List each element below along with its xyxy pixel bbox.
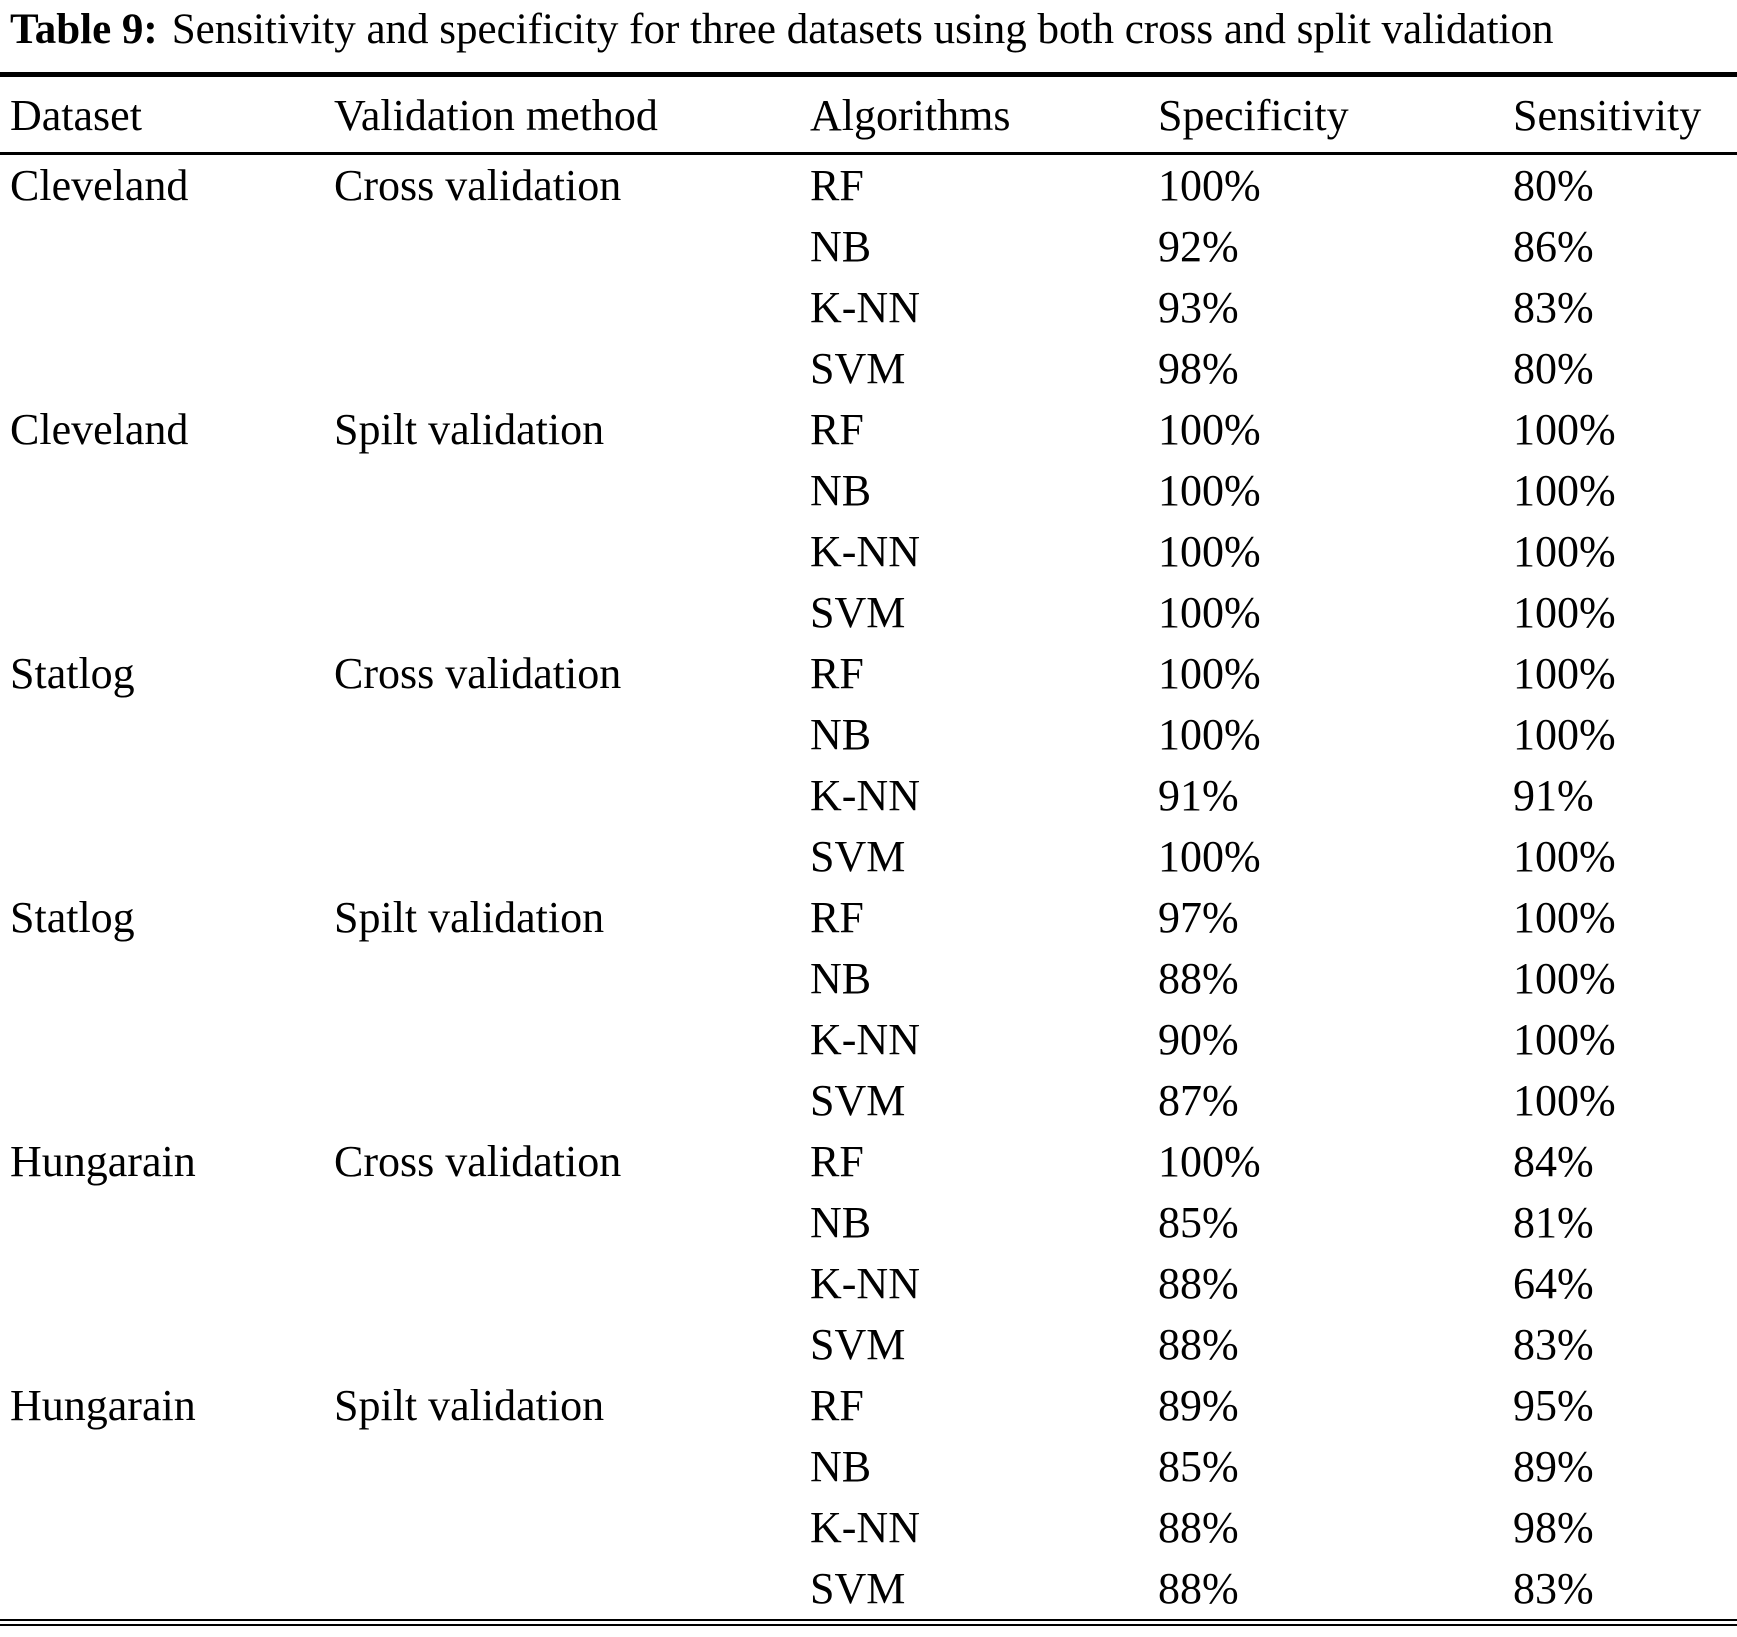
cell-validation: Spilt validation [334,1381,605,1430]
cell-algorithm: RF [810,1381,864,1430]
cell-dataset [0,582,324,643]
cell-algorithm: RF [810,161,864,210]
cell-specificity: 98% [1158,344,1239,393]
cell-algorithm: RF [810,893,864,942]
table-row [0,1375,1737,1436]
table-row [0,460,1737,521]
table-row [0,1314,1737,1375]
cell-validation [324,1070,800,1131]
table-row [0,582,1737,643]
table-row [0,399,1737,460]
cell-dataset [0,460,324,521]
cell-sensitivity: 80% [1513,161,1594,210]
cell-validation [324,521,800,582]
cell-validation [324,1253,800,1314]
cell-dataset [0,338,324,399]
cell-specificity: 88% [1158,1259,1239,1308]
cell-validation [324,1192,800,1253]
table-row [0,1253,1737,1314]
cell-dataset [0,521,324,582]
cell-specificity: 91% [1158,771,1239,820]
cell-validation [324,765,800,826]
cell-sensitivity: 81% [1513,1198,1594,1247]
cell-sensitivity: 83% [1513,1564,1594,1613]
table-row [0,1558,1737,1623]
cell-algorithm: RF [810,405,864,454]
cell-algorithm: NB [810,710,872,759]
table-row [0,887,1737,948]
cell-dataset [0,1314,324,1375]
cell-algorithm: NB [810,466,872,515]
cell-specificity: 100% [1158,588,1261,637]
cell-dataset [0,1070,324,1131]
cell-specificity: 88% [1158,954,1239,1003]
cell-algorithm: NB [810,954,872,1003]
cell-sensitivity: 100% [1513,405,1616,454]
table-row [0,338,1737,399]
cell-algorithm: SVM [810,344,906,393]
cell-sensitivity: 89% [1513,1442,1594,1491]
cell-validation: Spilt validation [334,893,605,942]
cell-validation [324,338,800,399]
cell-dataset: Statlog [10,893,135,942]
cell-algorithm: SVM [810,1564,906,1613]
cell-dataset: Hungarain [10,1137,196,1186]
column-header-sensitivity: Sensitivity [1503,75,1737,154]
cell-validation [324,1314,800,1375]
cell-sensitivity: 86% [1513,222,1594,271]
cell-dataset [0,277,324,338]
cell-dataset [0,948,324,1009]
cell-dataset: Cleveland [10,405,189,454]
cell-validation [324,826,800,887]
table-caption [0,0,1737,56]
cell-sensitivity: 98% [1513,1503,1594,1552]
cell-dataset [0,765,324,826]
cell-sensitivity: 100% [1513,466,1616,515]
cell-dataset [0,1253,324,1314]
cell-sensitivity: 84% [1513,1137,1594,1186]
cell-validation [324,1436,800,1497]
cell-validation: Cross validation [334,649,622,698]
table-caption-text: Sensitivity and specificity for three datasets using both cross and split validation [171,6,1554,53]
cell-validation [324,216,800,277]
column-header-validation-method: Validation method [324,75,800,154]
cell-dataset [0,1009,324,1070]
cell-sensitivity: 100% [1513,527,1616,576]
table-header-row [0,75,1737,154]
cell-dataset [0,1192,324,1253]
cell-sensitivity: 83% [1513,283,1594,332]
cell-specificity: 100% [1158,466,1261,515]
cell-algorithm: SVM [810,1320,906,1369]
cell-specificity: 100% [1158,1137,1261,1186]
cell-specificity: 87% [1158,1076,1239,1125]
cell-sensitivity: 100% [1513,954,1616,1003]
cell-sensitivity: 83% [1513,1320,1594,1369]
cell-specificity: 100% [1158,832,1261,881]
table-row [0,826,1737,887]
cell-validation [324,704,800,765]
cell-algorithm: RF [810,649,864,698]
table-row [0,1192,1737,1253]
cell-algorithm: K-NN [810,1503,920,1552]
cell-validation [324,1497,800,1558]
cell-sensitivity: 95% [1513,1381,1594,1430]
cell-validation [324,582,800,643]
cell-algorithm: SVM [810,588,906,637]
column-header-dataset: Dataset [0,75,324,154]
cell-sensitivity: 100% [1513,649,1616,698]
cell-validation [324,460,800,521]
cell-validation: Cross validation [334,161,622,210]
cell-algorithm: K-NN [810,1259,920,1308]
cell-specificity: 85% [1158,1442,1239,1491]
cell-algorithm: SVM [810,832,906,881]
cell-sensitivity: 64% [1513,1259,1594,1308]
table-caption-label: Table 9: [10,6,158,53]
cell-validation: Cross validation [334,1137,622,1186]
cell-specificity: 97% [1158,893,1239,942]
cell-sensitivity: 100% [1513,832,1616,881]
cell-algorithm: NB [810,1442,872,1491]
cell-sensitivity: 100% [1513,1076,1616,1125]
cell-validation [324,1009,800,1070]
table-row [0,1009,1737,1070]
table-row [0,948,1737,1009]
table-row [0,643,1737,704]
cell-specificity: 88% [1158,1503,1239,1552]
cell-specificity: 100% [1158,405,1261,454]
cell-validation [324,948,800,1009]
cell-dataset: Hungarain [10,1381,196,1430]
results-table [0,72,1737,1626]
cell-algorithm: NB [810,1198,872,1247]
cell-specificity: 100% [1158,527,1261,576]
cell-algorithm: K-NN [810,283,920,332]
table-row [0,1497,1737,1558]
cell-algorithm: RF [810,1137,864,1186]
cell-specificity: 89% [1158,1381,1239,1430]
cell-specificity: 92% [1158,222,1239,271]
cell-validation: Spilt validation [334,405,605,454]
cell-specificity: 93% [1158,283,1239,332]
cell-validation [324,1558,800,1623]
cell-sensitivity: 91% [1513,771,1594,820]
cell-algorithm: SVM [810,1076,906,1125]
cell-specificity: 100% [1158,161,1261,210]
cell-dataset: Cleveland [10,161,189,210]
cell-algorithm: K-NN [810,1015,920,1064]
table-row [0,216,1737,277]
cell-sensitivity: 100% [1513,893,1616,942]
cell-dataset [0,826,324,887]
cell-specificity: 90% [1158,1015,1239,1064]
table-row [0,1070,1737,1131]
cell-algorithm: K-NN [810,771,920,820]
table-row [0,154,1737,217]
cell-sensitivity: 100% [1513,1015,1616,1064]
cell-dataset [0,704,324,765]
cell-sensitivity: 100% [1513,710,1616,759]
column-header-specificity: Specificity [1148,75,1503,154]
cell-specificity: 85% [1158,1198,1239,1247]
cell-algorithm: K-NN [810,527,920,576]
cell-dataset [0,1497,324,1558]
cell-dataset: Statlog [10,649,135,698]
cell-specificity: 100% [1158,710,1261,759]
table-row [0,704,1737,765]
table-row [0,1131,1737,1192]
cell-dataset [0,1436,324,1497]
cell-dataset [0,1558,324,1623]
cell-algorithm: NB [810,222,872,271]
table-row [0,521,1737,582]
cell-validation [324,277,800,338]
cell-specificity: 100% [1158,649,1261,698]
table-row [0,1436,1737,1497]
table-row [0,765,1737,826]
cell-dataset [0,216,324,277]
table-row [0,277,1737,338]
cell-specificity: 88% [1158,1320,1239,1369]
cell-sensitivity: 80% [1513,344,1594,393]
cell-sensitivity: 100% [1513,588,1616,637]
cell-specificity: 88% [1158,1564,1239,1613]
column-header-algorithms: Algorithms [800,75,1148,154]
